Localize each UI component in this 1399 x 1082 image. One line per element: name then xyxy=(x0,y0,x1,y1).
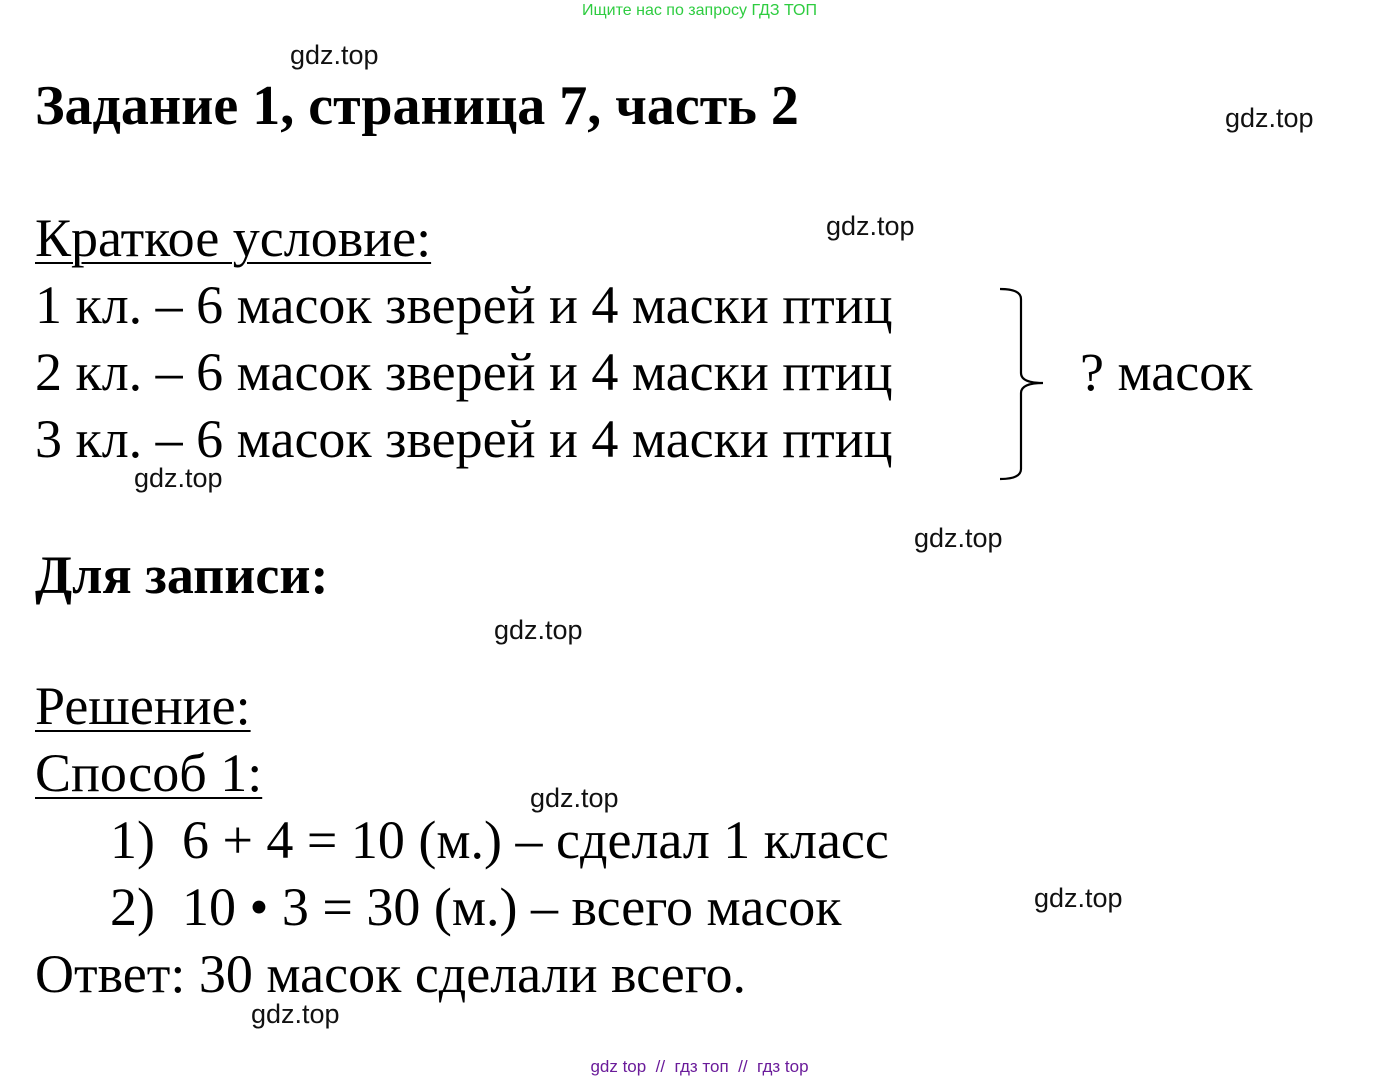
watermark: gdz.top xyxy=(914,523,1003,553)
condition-heading: Краткое условие: xyxy=(35,208,432,268)
solution-heading: Решение: xyxy=(35,676,251,736)
condition-line: 3 кл. – 6 масок зверей и 4 маски птиц xyxy=(35,409,893,469)
solution-step: 2) 10 • 3 = 30 (м.) – всего масок xyxy=(110,877,842,937)
watermark: gdz.top xyxy=(251,999,340,1029)
condition-line: 1 кл. – 6 масок зверей и 4 маски птиц xyxy=(35,275,893,335)
search-hint-banner: Ищите нас по запросу ГДЗ ТОП xyxy=(582,2,817,19)
condition-line: 2 кл. – 6 масок зверей и 4 маски птиц xyxy=(35,342,893,402)
question-label: ? масок xyxy=(1080,342,1253,402)
record-heading: Для записи: xyxy=(35,545,329,605)
watermark: gdz.top xyxy=(134,463,223,493)
solution-step: 1) 6 + 4 = 10 (м.) – сделал 1 класс xyxy=(110,810,889,870)
watermark: gdz.top xyxy=(1225,103,1314,133)
watermark: gdz.top xyxy=(826,211,915,241)
method-heading: Способ 1: xyxy=(35,743,263,803)
watermark: gdz.top xyxy=(494,615,583,645)
watermark: gdz.top xyxy=(290,40,379,70)
answer-line: Ответ: 30 масок сделали всего. xyxy=(35,944,747,1004)
right-brace-icon xyxy=(995,285,1055,485)
page-title: Задание 1, страница 7, часть 2 xyxy=(35,75,799,137)
footer-watermark: gdz top // гдз топ // гдз top xyxy=(590,1057,809,1076)
watermark: gdz.top xyxy=(1034,883,1123,913)
watermark: gdz.top xyxy=(530,783,619,813)
